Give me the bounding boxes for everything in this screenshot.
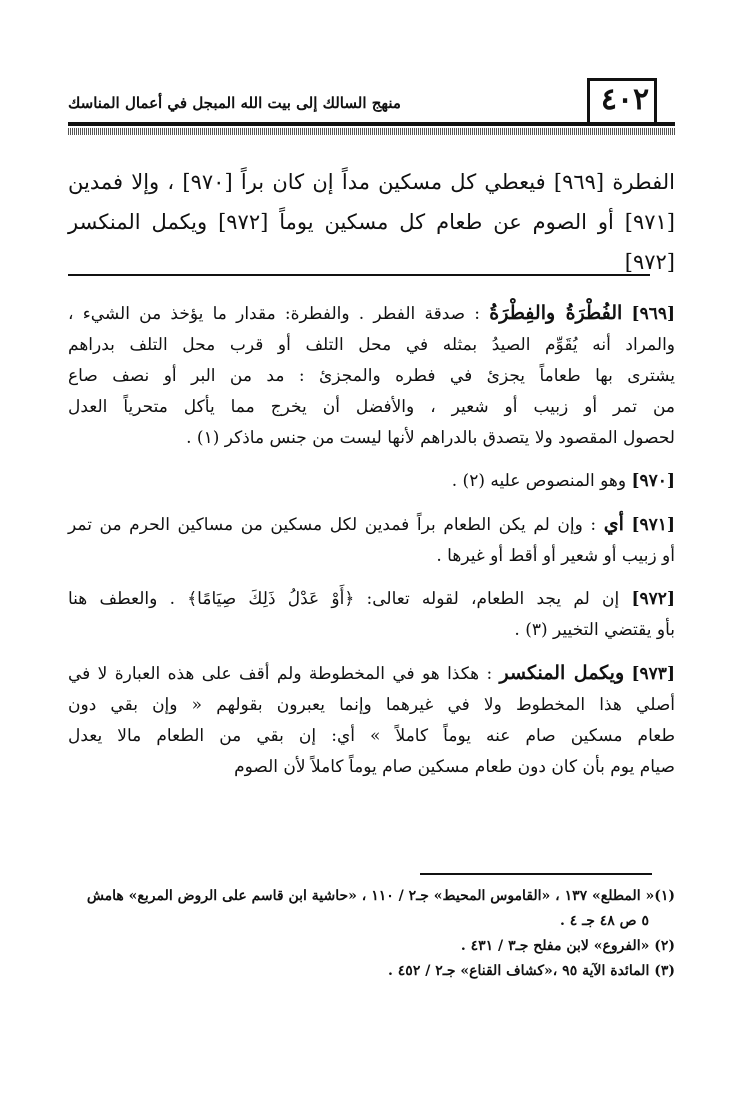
footnote-continuation: ٥ ص ٤٨ جـ ٤ . bbox=[559, 913, 649, 929]
note-heading: الفُطْرَةُ والفِطْرَةُ bbox=[489, 302, 623, 324]
note-text: بأو يقتضي التخيير (٣) . bbox=[514, 620, 675, 640]
header-hatch-rule bbox=[68, 128, 675, 135]
note-text: من تمر أو زبيب أو شعير ، والأفضل أن يخرج مما يأكل متحرياً العدل bbox=[68, 397, 675, 417]
header-rule bbox=[68, 122, 675, 126]
note-text: يشترى بها طعاماً يجزئ في فطره والمجزئ : مد من البر أو نصف صاع bbox=[68, 366, 675, 386]
page-number: ٤٠٢ bbox=[600, 82, 650, 117]
note-text: : هكذا هو في المخطوطة ولم أقف على هذه العبارة لا في bbox=[68, 664, 493, 684]
main-text bbox=[68, 162, 675, 282]
note-marker: [٩٧١] bbox=[631, 515, 675, 535]
footnote: (٢) «الفروع» لابن مفلح جـ٣ / ٤٣١ . bbox=[460, 938, 675, 954]
note-heading: أي bbox=[603, 513, 624, 535]
note-text: : صدقة الفطر . والفطرة: مقدار ما يؤخذ من الشيء ، bbox=[68, 304, 481, 324]
footnote-separator bbox=[420, 873, 652, 875]
footnotes bbox=[68, 884, 675, 984]
note-973 bbox=[68, 658, 675, 783]
note-972 bbox=[68, 584, 675, 646]
footnote: (١)« المطلع» ١٣٧ ، «القاموس المحيط» جـ٢ / ١١٠ ، «حاشية ابن قاسم على الروض المربع» هامش bbox=[86, 888, 675, 904]
note-text: أصلي هذا المخطوط ولا في غيرهما وإنما يعبرون بقولهم « وإن بقي دون bbox=[68, 695, 675, 715]
note-969 bbox=[68, 298, 675, 454]
page-header bbox=[68, 78, 675, 136]
note-text: لحصول المقصود ولا يتصدق بالدراهم لأنها ليست من جنس ماذكر (١) . bbox=[186, 428, 675, 448]
note-marker: [٩٦٩] bbox=[631, 304, 676, 324]
note-text: وهو المنصوص عليه (٢) . bbox=[451, 471, 627, 491]
running-title: منهج السالك إلى بيت الله المبجل في أعمال المناسك bbox=[68, 94, 401, 112]
note-heading: ويكمل المنكسر bbox=[499, 662, 625, 684]
note-text: : وإن لم يكن الطعام براً فمدين لكل مسكين من مساكين الحرم من تمر bbox=[68, 515, 597, 535]
note-marker: [٩٧٠] bbox=[631, 471, 675, 491]
note-text: صيام يوم بأن كان دون طعام مسكين صام يوماً كاملاً لأن الصوم bbox=[234, 757, 675, 777]
note-text: طعام مسكين صام عنه يوماً كاملاً » أي: إن بقي من الطعام مالا يعدل bbox=[68, 726, 675, 746]
note-marker: [٩٧٣] bbox=[631, 664, 675, 684]
note-text: إن لم يجد الطعام، لقوله تعالى: ﴿أَوْ عَدْلُ ذَلِكَ صِيَامًا﴾ . والعطف هنا bbox=[68, 589, 620, 609]
commentary bbox=[68, 298, 675, 795]
main-text-line: [٩٧١] أو الصوم عن طعام كل مسكين يوماً [٩٧٢] ويكمل المنكسر [٩٧٢] bbox=[68, 210, 675, 274]
note-text: أو زبيب أو شعير أو أقط أو غيرها . bbox=[436, 546, 675, 566]
main-separator bbox=[68, 274, 650, 276]
note-text: والمراد أنه يُقَوِّم الصيدُ بمثله في محل التلف أو قرب محل التلف بدراهم bbox=[68, 335, 675, 355]
footnote: (٣) المائدة الآية ٩٥ ،«كشاف القناع» جـ٢ / ٤٥٢ . bbox=[388, 963, 675, 979]
note-971 bbox=[68, 509, 675, 572]
note-marker: [٩٧٢] bbox=[631, 589, 675, 609]
main-text-line: الفطرة [٩٦٩] فيعطي كل مسكين مداً إن كان براً [٩٧٠] ، وإلا فمدين bbox=[68, 170, 675, 194]
note-970 bbox=[68, 466, 675, 497]
